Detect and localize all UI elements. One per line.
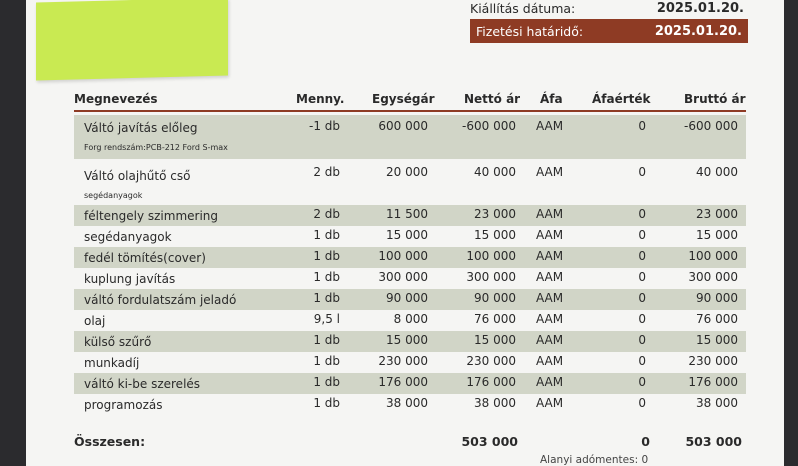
item-net: -600 000 xyxy=(462,119,516,133)
item-vat-value: 0 xyxy=(638,270,646,284)
item-net: 90 000 xyxy=(474,291,516,305)
item-unit-price: 600 000 xyxy=(378,119,428,133)
item-net: 38 000 xyxy=(474,396,516,410)
item-vat: AAM xyxy=(536,354,564,368)
item-name: Váltó javítás előleg xyxy=(84,121,198,135)
table-row xyxy=(74,159,746,205)
item-unit-price: 90 000 xyxy=(386,291,428,305)
table-row xyxy=(74,394,746,415)
item-unit-price: 300 000 xyxy=(378,270,428,284)
item-net: 76 000 xyxy=(474,312,516,326)
table-row xyxy=(74,205,746,226)
table-row xyxy=(74,373,746,394)
tax-exempt-label: Alanyi adómentes: xyxy=(540,454,639,466)
item-vat: AAM xyxy=(536,228,564,242)
item-unit-price: 15 000 xyxy=(386,228,428,242)
item-unit-price: 8 000 xyxy=(393,312,428,326)
item-gross: 15 000 xyxy=(696,333,738,347)
item-vat-value: 0 xyxy=(638,228,646,242)
col-gross: Bruttó ár xyxy=(684,92,746,106)
item-vat-value: 0 xyxy=(638,165,646,179)
item-qty: 1 db xyxy=(313,333,340,347)
item-gross: 100 000 xyxy=(688,249,738,263)
item-net: 15 000 xyxy=(474,333,516,347)
tax-exempt-value: 0 xyxy=(641,454,649,466)
item-gross: 38 000 xyxy=(696,396,738,410)
table-row xyxy=(74,331,746,352)
item-vat: AAM xyxy=(536,165,564,179)
item-qty: 1 db xyxy=(313,354,340,368)
item-vat: AAM xyxy=(536,375,564,389)
item-net: 15 000 xyxy=(474,228,516,242)
item-name: Váltó olajhűtő cső xyxy=(84,169,191,183)
tax-exempt-note xyxy=(540,454,648,466)
item-vat: AAM xyxy=(536,207,564,221)
item-net: 230 000 xyxy=(466,354,516,368)
item-vat: AAM xyxy=(536,119,564,133)
item-name: kuplung javítás xyxy=(84,272,176,286)
item-unit-price: 100 000 xyxy=(378,249,428,263)
item-qty: 1 db xyxy=(313,249,340,263)
item-qty: 1 db xyxy=(313,291,340,305)
item-gross: 176 000 xyxy=(688,375,738,389)
col-vat: Áfa xyxy=(540,92,563,106)
item-qty: 2 db xyxy=(313,165,340,179)
item-vat-value: 0 xyxy=(638,396,646,410)
item-gross: 76 000 xyxy=(696,312,738,326)
item-qty: 1 db xyxy=(313,270,340,284)
item-qty: 1 db xyxy=(313,228,340,242)
item-unit-price: 15 000 xyxy=(386,333,428,347)
item-net: 23 000 xyxy=(474,207,516,221)
table-header xyxy=(74,88,746,112)
item-vat-value: 0 xyxy=(638,333,646,347)
item-gross: 300 000 xyxy=(688,270,738,284)
item-gross: 230 000 xyxy=(688,354,738,368)
due-date-label: Fizetési határidő: xyxy=(476,23,584,39)
item-name: fedél tömítés(cover) xyxy=(84,251,206,265)
item-name: külső szűrő xyxy=(84,335,152,349)
item-gross: 15 000 xyxy=(696,228,738,242)
item-name: váltó fordulatszám jeladó xyxy=(84,293,237,307)
item-sub: Forg rendszám:PCB-212 Ford S-max xyxy=(84,143,228,152)
item-gross: 90 000 xyxy=(696,291,738,305)
item-unit-price: 230 000 xyxy=(378,354,428,368)
col-unit-price: Egységár xyxy=(372,92,435,106)
item-net: 100 000 xyxy=(466,249,516,263)
totals-row xyxy=(74,432,746,452)
item-gross: -600 000 xyxy=(684,119,738,133)
totals-gross: 503 000 xyxy=(685,434,742,449)
item-gross: 23 000 xyxy=(696,207,738,221)
table-row xyxy=(74,115,746,159)
table-row xyxy=(74,247,746,268)
item-name: munkadíj xyxy=(84,356,140,370)
table-row xyxy=(74,268,746,289)
table-row xyxy=(74,289,746,310)
item-name: olaj xyxy=(84,314,106,328)
sticky-note xyxy=(36,0,228,81)
col-name: Megnevezés xyxy=(74,92,158,106)
col-vat-value: Áfaérték xyxy=(592,92,651,106)
due-date-value: 2025.01.20. xyxy=(654,23,742,39)
item-vat-value: 0 xyxy=(638,249,646,263)
item-vat-value: 0 xyxy=(638,354,646,368)
col-qty: Menny. xyxy=(296,92,345,106)
item-vat: AAM xyxy=(536,396,564,410)
item-qty: -1 db xyxy=(308,119,340,133)
item-name: programozás xyxy=(84,398,163,412)
issue-date-row xyxy=(470,0,748,20)
item-vat-value: 0 xyxy=(638,375,646,389)
totals-net: 503 000 xyxy=(461,434,518,449)
item-qty: 1 db xyxy=(313,375,340,389)
item-unit-price: 176 000 xyxy=(378,375,428,389)
item-vat-value: 0 xyxy=(638,207,646,221)
item-qty: 1 db xyxy=(313,396,340,410)
item-unit-price: 20 000 xyxy=(386,165,428,179)
item-vat: AAM xyxy=(536,333,564,347)
item-sub: segédanyagok xyxy=(84,191,143,200)
item-qty: 2 db xyxy=(313,207,340,221)
item-name: váltó ki-be szerelés xyxy=(84,377,201,391)
item-gross: 40 000 xyxy=(696,165,738,179)
item-vat-value: 0 xyxy=(638,291,646,305)
issue-date-value: 2025.01.20. xyxy=(656,0,744,16)
totals-label: Összesen: xyxy=(74,434,146,449)
item-net: 300 000 xyxy=(466,270,516,284)
due-date-row xyxy=(470,19,748,43)
item-net: 176 000 xyxy=(466,375,516,389)
table-row xyxy=(74,310,746,331)
item-name: segédanyagok xyxy=(84,230,172,244)
table-row xyxy=(74,352,746,373)
item-unit-price: 11 500 xyxy=(386,207,428,221)
issue-date-label: Kiállítás dátuma: xyxy=(470,0,576,16)
item-unit-price: 38 000 xyxy=(386,396,428,410)
item-vat-value: 0 xyxy=(638,312,646,326)
table-row xyxy=(74,226,746,247)
item-name: féltengely szimmering xyxy=(84,209,219,223)
item-vat: AAM xyxy=(536,249,564,263)
items-table xyxy=(74,115,746,415)
item-vat: AAM xyxy=(536,291,564,305)
totals-vat-value: 0 xyxy=(641,434,650,449)
col-net: Nettó ár xyxy=(464,92,521,106)
item-vat-value: 0 xyxy=(638,119,646,133)
item-qty: 9,5 l xyxy=(313,312,340,326)
item-net: 40 000 xyxy=(474,165,516,179)
item-vat: AAM xyxy=(536,312,564,326)
item-vat: AAM xyxy=(536,270,564,284)
